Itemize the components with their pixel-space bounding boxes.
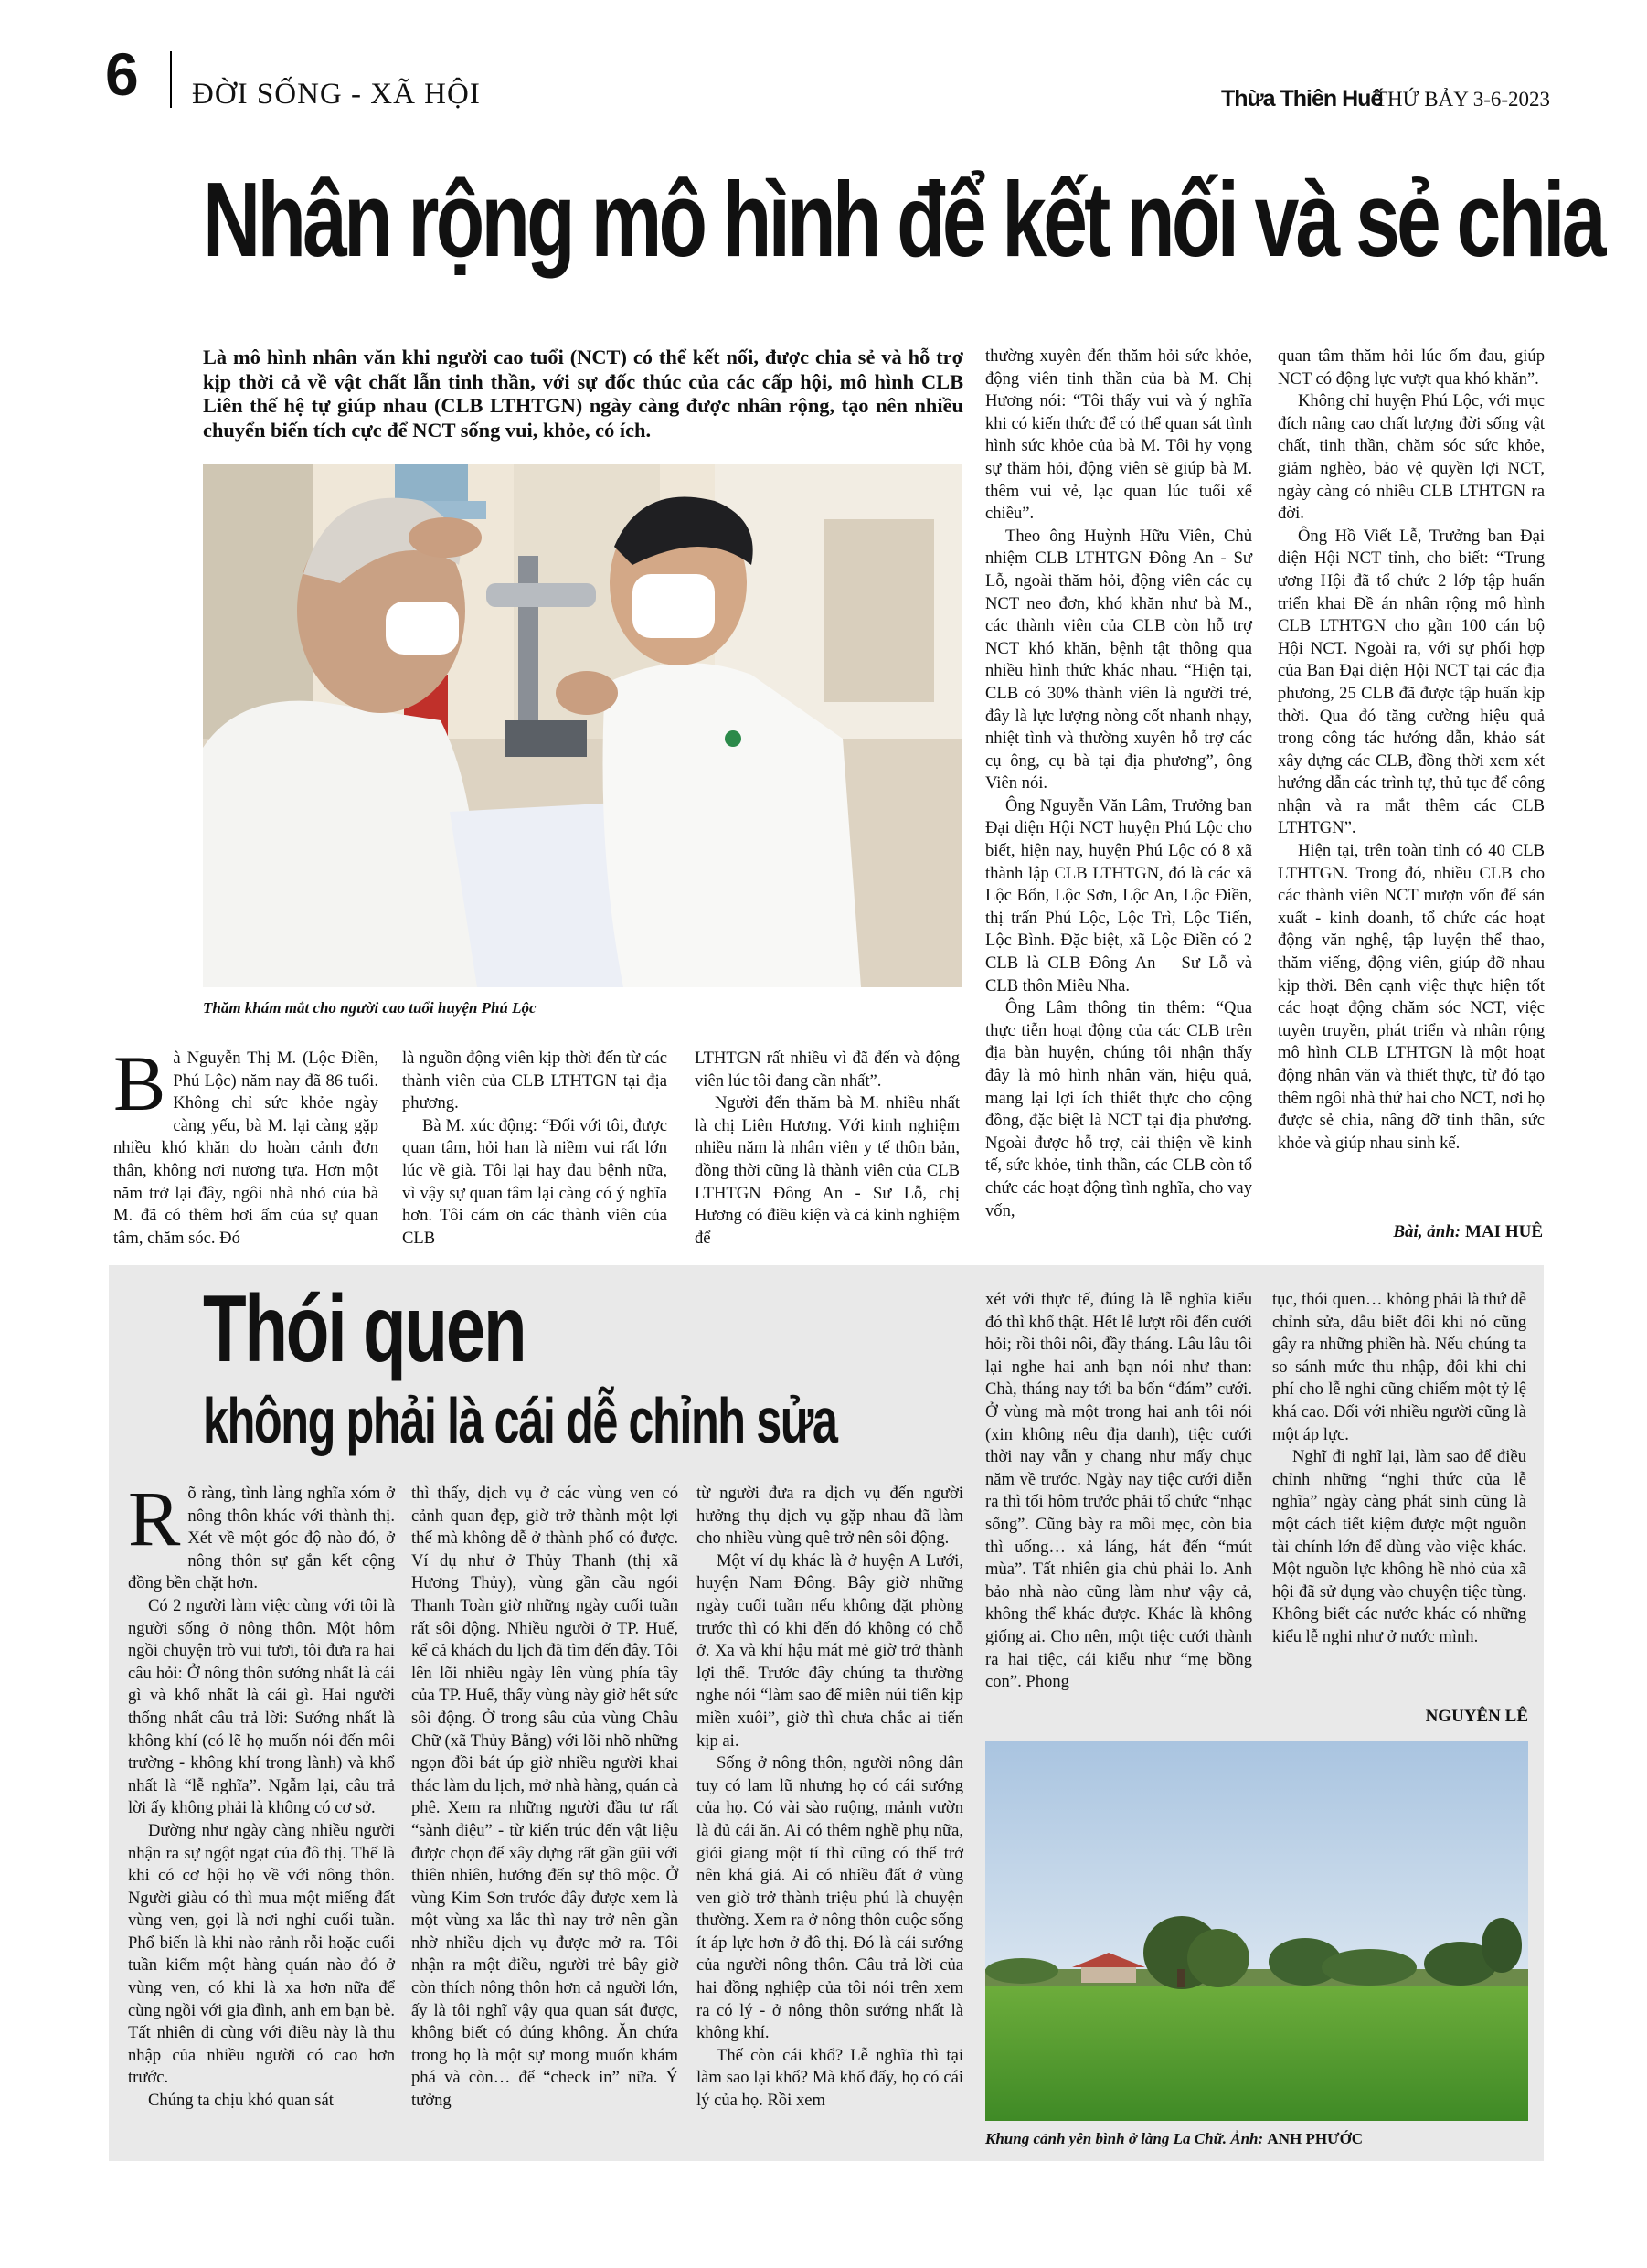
article2-paragraph: thì thấy, dịch vụ ở các vùng ven có cảnh quan đẹp, giờ trở thành một lợi thế mà không dễ ở thành phố có được. Ví dụ như ở Thủy Thanh (thị xã Hương Thủy), vùng gần cầu ngói Thanh Toàn giờ những ngày cuối tuần rất sôi động. Nhiều người ở TP. Huế, kể cả khách du lịch đã tìm đến đây. Tôi lên lõi nhiều ngày lên vùng phía tây của TP. Huế, thấy vùng này giờ hết sức sôi động. Ở trong sâu của vùng Châu Chữ (xã Thủy Bằng) với lõi nhõ những ngọn đồi bát úp giờ nhiều người khai thác làm du lịch, mở nhà hàng, quán cà phê. Xem ra những người đầu tư rất “sành điệu” - từ kiến trúc đến vật liệu được chọn để xây dựng rất gần gũi với thiên nhiên, hướng đến sự thô mộc. Ở vùng Kim Sơn trước đây được xem là một vùng xa lắc thì nay trở nên gần nhờ nhiều dịch vụ được mở ra. Tôi nhận ra một điều, người trẻ bây giờ còn thích nông thôn hơn cả người lớn, ấy là tôi nghĩ vậy qua quan sát được, không biết có đúng không. Ăn chứa trong họ là một sự mong muốn khám phá và còn… để “check in” nữa. Ý tưởng [411, 1484, 678, 2111]
caption-text: Khung cảnh yên bình ở làng La Chữ. Ảnh: [985, 2130, 1268, 2147]
article1-paragraph: thường xuyên đến thăm hỏi sức khỏe, động viên tinh thần của bà M. Chị Hương nói: “Tôi thấy vui và ý nghĩa khi có kiến thức để có thể quan sát tình hình sức khỏe của bà M. Tôi hy vọng sự thăm hỏi, động viên sẽ giúp bà M. thêm vui vẻ, lạc quan lúc tuổi xế chiều”. [985, 346, 1252, 524]
article1-column-1 [113, 1039, 378, 1250]
article2-paragraph: Một ví dụ khác là ở huyện A Lưới, huyện Nam Đông. Bây giờ những ngày cuối tuần nếu không đặt phòng trước thì có khi đến đó không có chỗ ở. Xa và khí hậu mát mẻ giờ trở thành lợi thế. Trước đây chúng ta thường nghe nói “làm sao để miền núi tiến kịp miền xuôi”, giờ thì chưa chắc ai tiến kịp ai. [696, 1550, 963, 1751]
article2-paragraph: Sống ở nông thôn, người nông dân tuy có lam lũ nhưng họ có cái sướng của họ. Có vài sào ruộng, mảnh vườn là đủ cái ăn. Ai có thêm nghề phụ nữa, giỏi giang một tí thì cũng có thể trở nên khá giả. Ai có nhiều đất ở vùng ven giờ trở thành triệu phú là chuyện thường. Xem ra ở nông thôn cuộc sống ít áp lực hơn ở đô thị. Đó là cái sướng của người nông thôn. Câu trả lời của hai đồng nghiệp của tôi nói trên xem ra có lý - ở nông thôn sướng nhất là không khí. [696, 1753, 963, 2043]
article1-paragraph: Theo ông Huỳnh Hữu Viên, Chủ nhiệm CLB LTHTGN Đông An - Sư Lỗ, ngoài thăm hỏi, động viên các cụ NCT neo đơn, khó khăn như bà M., các thành viên của CLB còn hỗ trợ NCT khó khăn, bệnh tật thông qua nhiều hình thức khác nhau. “Hiện tại, CLB có 30% thành viên là người trẻ, đây là lực lượng nòng cốt nhanh nhạy, nhiệt tình và thường xuyên hỗ trợ các cụ ông, cụ bà tại địa phương”, ông Viên nói. [985, 526, 1252, 793]
article2-paragraph: Dường như ngày càng nhiều người nhận ra sự ngột ngạt của đô thị. Thế là khi có cơ hội họ về với nông thôn. Người giàu có thì mua một miếng đất vùng ven, gọi là nơi nghỉ cuối tuần. Phổ biến là khi nào rảnh rỗi hoặc cuối tuần kiếm một hàng quán nào đó ở vùng ven, có khi là xa hơn nữa để cùng ngồi với gia đình, anh em bạn bè. Tất nhiên đi cùng với điều này là thu nhập của nhiều người có cao hơn trước. [128, 1820, 395, 2088]
article1-paragraph: là nguồn động viên kịp thời đến từ các thành viên của CLB LTHTGN tại địa phương. [402, 1049, 667, 1113]
article1-paragraph: Bà M. xúc động: “Đối với tôi, được quan tâm, hỏi han là niềm vui rất lớn lúc về già. Tôi lại hay đau bệnh nữa, vì vậy sự quan tâm lại càng có ý nghĩa hơn. Tôi cám ơn các thành viên của CLB [402, 1115, 667, 1248]
byline-name: MAI HUÊ [1465, 1222, 1543, 1241]
article1-paragraph: Ông Lâm thông tin thêm: “Qua thực tiễn hoạt động của các CLB trên địa bàn huyện, chúng tôi nhận thấy đây là mô hình nhân văn, hiệu quả, mang lại lợi ích thiết thực cho cộng đồng, đặc biệt là NCT tại địa phương. Ngoài được hỗ trợ, cải thiện về kinh tế, sức khỏe, tinh thần, các CLB còn tổ chức các hoạt động tình nghĩa, cho vay vốn, [985, 998, 1252, 1220]
article1-column-3 [695, 1048, 960, 1250]
caption-credit: ANH PHƯỚC [1267, 2130, 1364, 2147]
article1-lead: Là mô hình nhân văn khi người cao tuổi (NCT) có thể kết nối, được chia sẻ và hỗ trợ kịp thời cả về vật chất lẫn tinh thần, với sự đốc thúc của các cấp hội, mô hình CLB Liên thế hệ tự giúp nhau (CLB LTHTGN) ngày càng được nhân rộng, tạo nên nhiều chuyển biến tích cực để NCT sống vui, khỏe, có ích. [203, 346, 963, 442]
article1-paragraph: Hiện tại, trên toàn tỉnh có 40 CLB LTHTGN. Trong đó, nhiều CLB cho các thành viên NCT mượn vốn để sản xuất - kinh doanh, tổ chức các hoạt động văn nghệ, tập luyện thể thao, thăm viếng, động viên, giúp đỡ nhau kịp thời. Bên cạnh việc thực hiện tốt các hoạt động chăm sóc NCT, việc tuyên truyền, phát triển và nhân rộng mô hình CLB LTHTGN là một hoạt động nhân văn và thiết thực, từ đó tạo thêm ngôi nhà thứ hai cho NCT, nơi họ được sẻ chia, nâng đỡ tinh thần, sức khỏe và giúp nhau sinh kế. [1278, 841, 1545, 1153]
article1-column-4 [985, 346, 1252, 1222]
article1-photo-caption: Thăm khám mắt cho người cao tuổi huyện Phú Lộc [203, 999, 537, 1017]
article2-paragraph: Chúng ta chịu khó quan sát [148, 2091, 334, 2111]
article2-headline-line1: Thói quen [203, 1276, 526, 1382]
village-landscape-photo [985, 1741, 1528, 2121]
article2-paragraph: tục, thói quen… không phải là thứ dễ chỉnh sửa, dẫu biết đôi khi nó cũng gây ra những phiền hà. Nếu chúng ta so sánh mức thu nhập, đôi khi chi phí cho lễ nghi cũng chiếm một tỷ lệ khá cao. Đối với nhiều người cũng là một áp lực. [1272, 1290, 1526, 1444]
eye-exam-photo [203, 464, 962, 987]
article1-dropcap: B [113, 1039, 166, 1127]
article1-headline: Nhân rộng mô hình để kết nối và sẻ chia [203, 160, 1603, 279]
article2-dropcap: R [128, 1475, 181, 1562]
header-divider [170, 51, 172, 108]
article1-paragraph: Ông Hồ Viết Lễ, Trưởng ban Đại diện Hội NCT tỉnh, cho biết: “Trung ương Hội đã tổ chức 2 lớp tập huấn triển khai Đề án nhân rộng mô hình CLB LTHTGN cho gần 100 cán bộ Hội NCT. Ngoài ra, với sự phối hợp của Ban Đại diện Hội NCT tại các địa phương, 25 CLB đã được tập huấn kịp thời. Qua đó tăng cường hiệu quả trong công tác hướng dẫn, khảo sát xây dựng các CLB, đồng thời xem xét hướng dẫn các trình tự, thủ tục để công nhận và ra mắt thêm các CLB LTHTGN”. [1278, 526, 1545, 838]
article2-column-2 [411, 1483, 678, 2113]
article2-paragraph: Có 2 người làm việc cùng với tôi là người sống ở nông thôn. Một hôm ngồi chuyện trò vui tươi, tôi đưa ra hai câu hỏi: Ở nông thôn sướng nhất là cái gì và khổ nhất là cái gì. Hai người thống nhất câu trả lời: Sướng nhất là không khí (có lẽ họ muốn nói đến môi trường - không khí trong lành) và khổ nhất là “lễ nghĩa”. Ngẫm lại, câu trả lời ấy không phải là không có cơ sở. [128, 1595, 395, 1818]
article2-byline: NGUYÊN LÊ [1425, 1707, 1528, 1726]
article2-headline-line2: không phải là cái dễ chỉnh sửa [203, 1385, 837, 1456]
section-label: ĐỜI SỐNG - XÃ HỘI [192, 78, 481, 111]
article2-paragraph: Nghĩ đi nghĩ lại, làm sao để điều chỉnh những “nghi thức của lễ nghĩa” ngày càng phát sinh cũng là một cách tiết kiệm được một nguồn tài chính lớn để dùng vào việc khác. Một nguồn lực không hề nhỏ của xã hội đã sử dụng vào chuyện tiệc tùng. Không biết các nước khác có những kiểu lễ nghi như ở nước mình. [1272, 1447, 1526, 1646]
article2-paragraph: từ người đưa ra dịch vụ đến người hưởng thụ dịch vụ gặp nhau đã làm cho nhiều vùng quê trở nên sôi động. [696, 1484, 963, 1549]
article2-column-5 [1272, 1289, 1526, 1649]
article1-paragraph: LTHTGN rất nhiều vì đã đến và động viên lúc tôi đang cần nhất”. [695, 1049, 960, 1091]
article1-column-2 [402, 1048, 667, 1250]
article2-column-4 [985, 1289, 1252, 1694]
article1-paragraph: à Nguyễn Thị M. (Lộc Điền, Phú Lộc) năm nay đã 86 tuổi. Không chỉ sức khỏe ngày càng yếu, bà M. lại càng gặp nhiều khó khăn do hoàn cảnh đơn thân, không nơi nương tựa. Hơn một năm trở lại đây, ngôi nhà nhỏ của bà M. đã có thêm hơi ấm của sự quan tâm, chăm sóc. Đó [113, 1049, 378, 1248]
article2-photo-caption [985, 2130, 1363, 2148]
article1-paragraph: Ông Nguyễn Văn Lâm, Trưởng ban Đại diện Hội NCT huyện Phú Lộc cho biết, hiện nay, huyện Phú Lộc có 8 xã thành lập CLB LTHTGN, đó là các xã Lộc Bổn, Lộc Sơn, Lộc An, Lộc Điền, thị trấn Phú Lộc, Lộc Trì, Lộc Tiến, Lộc Bình. Đặc biệt, xã Lộc Điền có 2 CLB là CLB Đông An – Sư Lỗ và CLB thôn Miêu Nha. [985, 795, 1252, 996]
page-number: 6 [105, 40, 139, 108]
byline-prefix: Bài, ảnh: [1393, 1222, 1466, 1241]
issue-date: THỨ BẢY 3-6-2023 [1375, 88, 1551, 111]
article2-paragraph: Thế còn cái khổ? Lễ nghĩa thì tại làm sao lại khổ? Mà khổ đấy, họ có cái lý của họ. Rồi xem [696, 2045, 963, 2111]
article2-column-1 [128, 1475, 395, 2113]
article2-paragraph: õ ràng, tình làng nghĩa xóm ở nông thôn khác với thành thị. Xét về một góc độ nào đó, ở nông thôn sự gắn kết cộng đồng bền chặt hơn. [128, 1484, 395, 1593]
article1-paragraph: Người đến thăm bà M. nhiều nhất là chị Liên Hương. Với kinh nghiệm nhiều năm là nhân viên y tế thôn bản, đồng thời cũng là thành viên của CLB LTHTGN Đông An - Sư Lỗ, chị Hương có điều kiện và cả kinh nghiệm để [695, 1093, 960, 1248]
article1-paragraph: Không chỉ huyện Phú Lộc, với mục đích nâng cao chất lượng đời sống vật chất, tinh thần, chăm sóc sức khỏe, giảm nghèo, bảo vệ quyền lợi NCT, ngày càng có nhiều CLB LTHTGN ra đời. [1278, 391, 1545, 524]
article1-byline [1393, 1221, 1543, 1243]
article1-column-5 [1278, 346, 1545, 1155]
article2-paragraph: xét với thực tế, đúng là lễ nghĩa kiểu đó thì khổ thật. Hết lễ lượt rồi đến cưới hỏi; rồi thôi nôi, đầy tháng. Lâu lâu tôi lại nghe hai anh bạn nói như than: Chà, tháng nay tới ba bốn “đám” cưới. Ở vùng mà một trong hai anh tôi nói (xin không nêu địa danh), tiệc cưới thời nay vẫn y chang như mấy chục năm về trước. Ngày nay tiệc cưới diễn ra thì tối hôm trước phải tổ chức “nhạc sống”. Cũng bày ra mồi mẹc, còn bia thì uống… xả láng, hát đến “mút mùa”. Tất nhiên gia chủ phải lo. Anh bảo nhà nào cũng làm như vậy cả, không thể khác được. Khác là không giống ai. Cho nên, một tiệc cưới thành ra hai tiệc, cái kiểu như “mẹ bồng con”. Phong [985, 1290, 1252, 1692]
newspaper-name: Thừa Thiên Huế [1221, 86, 1383, 112]
article1-paragraph: quan tâm thăm hỏi lúc ốm đau, giúp NCT có động lực vượt qua khó khăn”. [1278, 346, 1545, 389]
article2-column-3 [696, 1483, 963, 2113]
